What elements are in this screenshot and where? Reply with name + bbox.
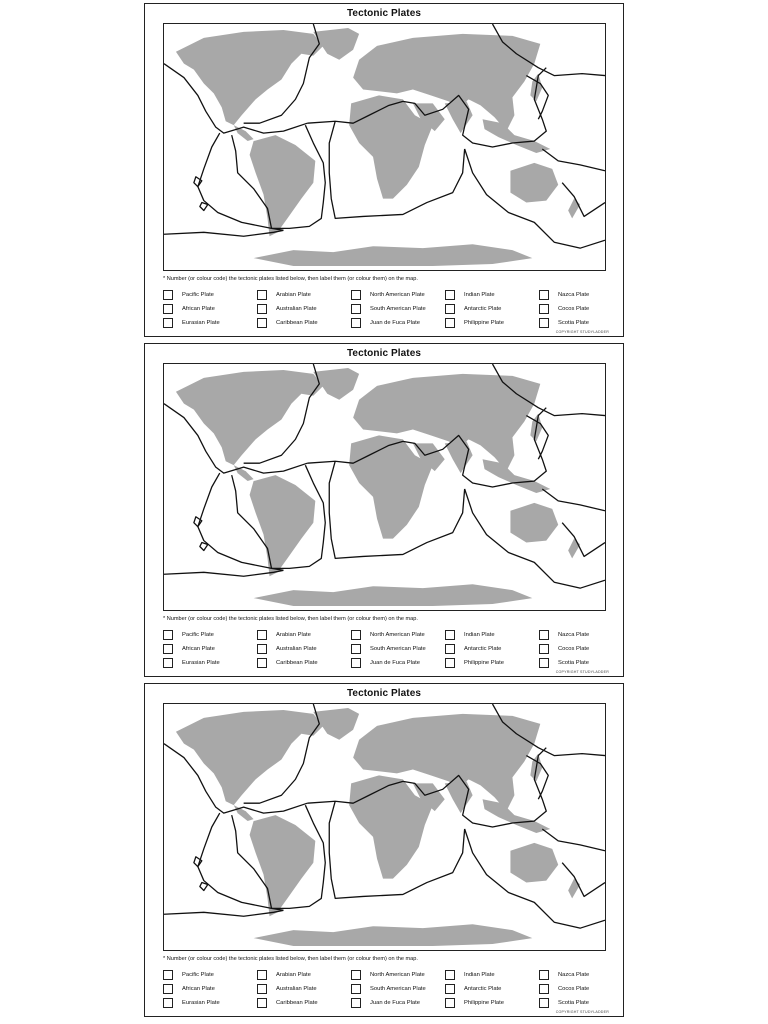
plate-label: Nazca Plate [558, 632, 590, 638]
plate-label: Pacific Plate [182, 632, 214, 638]
plate-item-australian [257, 642, 351, 656]
plate-checkbox[interactable] [539, 630, 549, 640]
plate-item-eurasian [163, 316, 257, 330]
plate-checkbox[interactable] [445, 630, 455, 640]
plate-label: Cocos Plate [558, 646, 590, 652]
plate-label: African Plate [182, 986, 215, 992]
plate-item-caribbean [257, 656, 351, 670]
plate-label: Arabian Plate [276, 972, 311, 978]
plate-item-juan-de-fuca [351, 316, 445, 330]
plate-checkbox[interactable] [163, 970, 173, 980]
plate-checkbox[interactable] [539, 658, 549, 668]
plate-checkbox[interactable] [163, 630, 173, 640]
plate-item-caribbean [257, 996, 351, 1010]
plate-item-scotia [539, 316, 633, 330]
plate-checklist [163, 968, 613, 1012]
plate-label: Eurasian Plate [182, 660, 220, 666]
plate-item-eurasian [163, 656, 257, 670]
plate-item-arabian [257, 628, 351, 642]
plate-label: North American Plate [370, 292, 425, 298]
plate-checkbox[interactable] [257, 984, 267, 994]
plate-item-african [163, 302, 257, 316]
plate-label: Scotia Plate [558, 1000, 589, 1006]
plate-label: South American Plate [370, 306, 426, 312]
plate-item-caribbean [257, 316, 351, 330]
instruction-text: * Number (or colour code) the tectonic plates listed below, then label them (or colour them) on the map. [163, 616, 418, 622]
plate-item-indian [445, 968, 539, 982]
plate-item-nazca [539, 628, 633, 642]
plate-item-juan-de-fuca [351, 656, 445, 670]
plate-label: Eurasian Plate [182, 320, 220, 326]
plate-checkbox[interactable] [257, 998, 267, 1008]
plate-label: Philippine Plate [464, 320, 504, 326]
plate-checkbox[interactable] [257, 970, 267, 980]
plate-checkbox[interactable] [445, 644, 455, 654]
world-map [163, 703, 606, 951]
worksheet-title: Tectonic Plates [346, 348, 422, 359]
plate-label: North American Plate [370, 632, 425, 638]
worksheet-3 [144, 683, 624, 1017]
worksheet-title: Tectonic Plates [346, 688, 422, 699]
plate-item-south-american [351, 982, 445, 996]
plate-checkbox[interactable] [445, 658, 455, 668]
plate-checkbox[interactable] [445, 984, 455, 994]
plate-checkbox[interactable] [351, 290, 361, 300]
plate-checkbox[interactable] [257, 318, 267, 328]
plate-checklist [163, 628, 613, 672]
plate-label: African Plate [182, 306, 215, 312]
copyright-text: COPYRIGHT STUDYLADDER [555, 330, 609, 334]
plate-item-cocos [539, 982, 633, 996]
plate-label: Antarctic Plate [464, 646, 502, 652]
plate-item-pacific [163, 628, 257, 642]
plate-label: Arabian Plate [276, 632, 311, 638]
plate-item-philippine [445, 996, 539, 1010]
plate-checkbox[interactable] [445, 998, 455, 1008]
plate-label: Australian Plate [276, 646, 317, 652]
plate-label: Pacific Plate [182, 292, 214, 298]
plate-checkbox[interactable] [257, 644, 267, 654]
plate-label: Scotia Plate [558, 660, 589, 666]
plate-checkbox[interactable] [351, 970, 361, 980]
plate-checkbox[interactable] [539, 644, 549, 654]
plate-checkbox[interactable] [163, 644, 173, 654]
plate-label: Cocos Plate [558, 306, 590, 312]
plate-checkbox[interactable] [539, 318, 549, 328]
plate-checkbox[interactable] [445, 318, 455, 328]
plate-label: North American Plate [370, 972, 425, 978]
plate-label: Philippine Plate [464, 1000, 504, 1006]
plate-label: Caribbean Plate [276, 320, 318, 326]
plate-item-arabian [257, 288, 351, 302]
plate-item-african [163, 642, 257, 656]
plate-item-juan-de-fuca [351, 996, 445, 1010]
plate-checkbox[interactable] [351, 630, 361, 640]
plate-checkbox[interactable] [257, 290, 267, 300]
plate-checkbox[interactable] [163, 998, 173, 1008]
plate-label: Indian Plate [464, 972, 495, 978]
plate-checkbox[interactable] [539, 984, 549, 994]
plate-label: Pacific Plate [182, 972, 214, 978]
plate-checkbox[interactable] [351, 984, 361, 994]
plate-label: South American Plate [370, 986, 426, 992]
plate-item-south-american [351, 302, 445, 316]
plate-checkbox[interactable] [445, 304, 455, 314]
plate-checkbox[interactable] [539, 970, 549, 980]
plate-checkbox[interactable] [163, 658, 173, 668]
world-map [163, 23, 606, 271]
plate-item-south-american [351, 642, 445, 656]
plate-label: Cocos Plate [558, 986, 590, 992]
plate-label: Indian Plate [464, 292, 495, 298]
world-map-graphic [164, 704, 605, 950]
plate-item-eurasian [163, 996, 257, 1010]
plate-item-cocos [539, 642, 633, 656]
plate-item-indian [445, 628, 539, 642]
plate-checkbox[interactable] [445, 290, 455, 300]
plate-checkbox[interactable] [445, 970, 455, 980]
plate-label: Caribbean Plate [276, 1000, 318, 1006]
plate-checklist [163, 288, 613, 332]
plate-label: Indian Plate [464, 632, 495, 638]
plate-item-antarctic [445, 982, 539, 996]
instruction-text: * Number (or colour code) the tectonic plates listed below, then label them (or colour them) on the map. [163, 956, 418, 962]
plate-label: Caribbean Plate [276, 660, 318, 666]
plate-item-scotia [539, 656, 633, 670]
plate-item-pacific [163, 288, 257, 302]
plate-item-north-american [351, 288, 445, 302]
plate-checkbox[interactable] [257, 658, 267, 668]
plate-label: African Plate [182, 646, 215, 652]
plate-checkbox[interactable] [351, 644, 361, 654]
plate-item-north-american [351, 628, 445, 642]
plate-checkbox[interactable] [351, 998, 361, 1008]
plate-item-north-american [351, 968, 445, 982]
plate-item-pacific [163, 968, 257, 982]
plate-item-cocos [539, 302, 633, 316]
worksheet-2 [144, 343, 624, 677]
plate-label: Juan de Fuca Plate [370, 660, 420, 666]
plate-label: Australian Plate [276, 986, 317, 992]
plate-checkbox[interactable] [163, 318, 173, 328]
plate-item-australian [257, 982, 351, 996]
plate-item-antarctic [445, 642, 539, 656]
plate-item-philippine [445, 656, 539, 670]
plate-checkbox[interactable] [163, 290, 173, 300]
plate-label: Australian Plate [276, 306, 317, 312]
plate-item-nazca [539, 288, 633, 302]
plate-item-scotia [539, 996, 633, 1010]
plate-item-indian [445, 288, 539, 302]
plate-label: Antarctic Plate [464, 986, 502, 992]
plate-item-arabian [257, 968, 351, 982]
plate-checkbox[interactable] [539, 290, 549, 300]
plate-label: Nazca Plate [558, 292, 590, 298]
plate-item-australian [257, 302, 351, 316]
plate-checkbox[interactable] [163, 304, 173, 314]
plate-label: Eurasian Plate [182, 1000, 220, 1006]
plate-item-antarctic [445, 302, 539, 316]
plate-label: Juan de Fuca Plate [370, 1000, 420, 1006]
plate-label: Antarctic Plate [464, 306, 502, 312]
plate-label: Nazca Plate [558, 972, 590, 978]
plate-item-african [163, 982, 257, 996]
plate-label: Arabian Plate [276, 292, 311, 298]
copyright-text: COPYRIGHT STUDYLADDER [555, 670, 609, 674]
world-map [163, 363, 606, 611]
plate-item-philippine [445, 316, 539, 330]
plate-label: South American Plate [370, 646, 426, 652]
plate-checkbox[interactable] [351, 318, 361, 328]
plate-label: Juan de Fuca Plate [370, 320, 420, 326]
plate-checkbox[interactable] [257, 304, 267, 314]
plate-checkbox[interactable] [257, 630, 267, 640]
plate-item-nazca [539, 968, 633, 982]
world-map-graphic [164, 364, 605, 610]
plate-checkbox[interactable] [539, 998, 549, 1008]
copyright-text: COPYRIGHT STUDYLADDER [555, 1010, 609, 1014]
plate-label: Philippine Plate [464, 660, 504, 666]
instruction-text: * Number (or colour code) the tectonic plates listed below, then label them (or colour them) on the map. [163, 276, 418, 282]
worksheet-1 [144, 3, 624, 337]
plate-label: Scotia Plate [558, 320, 589, 326]
plate-checkbox[interactable] [539, 304, 549, 314]
plate-checkbox[interactable] [163, 984, 173, 994]
world-map-graphic [164, 24, 605, 270]
plate-checkbox[interactable] [351, 658, 361, 668]
worksheet-title: Tectonic Plates [346, 8, 422, 19]
plate-checkbox[interactable] [351, 304, 361, 314]
